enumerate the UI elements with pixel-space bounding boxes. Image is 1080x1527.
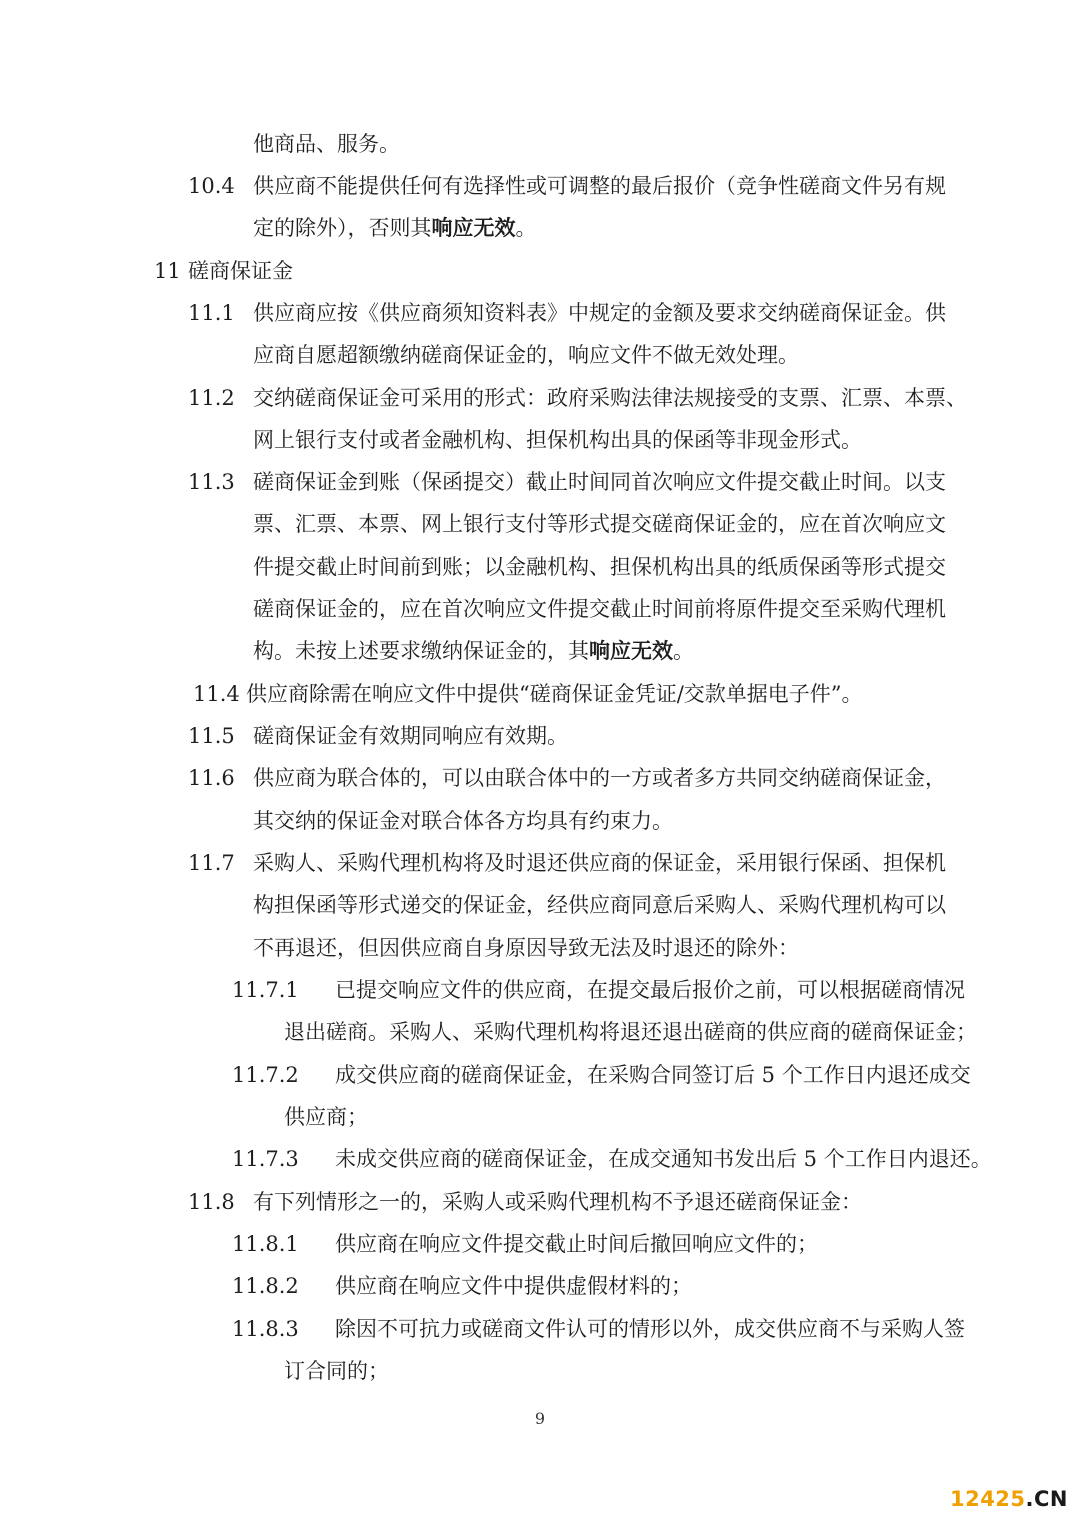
text-line: 构。未按上述要求缴纳保证金的，其响应无效。 [253, 638, 694, 663]
text-line: 供应商不能提供任何有选择性或可调整的最后报价（竞争性磋商文件另有规 [253, 174, 946, 198]
text-line: 退出磋商。采购人、采购代理机构将退还退出磋商的供应商的磋商保证金； [284, 1020, 977, 1044]
clause-number: 11.1 [188, 301, 235, 325]
text-line: 件提交截止时间前到账；以金融机构、担保机构出具的纸质保函等形式提交 [253, 555, 946, 579]
text-line: 成交供应商的磋商保证金，在采购合同签订后 5 个工作日内退还成交 [335, 1063, 971, 1087]
text-line: 他商品、服务。 [253, 132, 400, 156]
text-line: 未成交供应商的磋商保证金，在成交通知书发出后 5 个工作日内退还。 [335, 1147, 992, 1171]
emphasis-text: 响应无效 [431, 215, 516, 240]
subclause-number: 11.8.1 [232, 1232, 299, 1256]
section-heading: 磋商保证金 [188, 259, 293, 283]
text-line: 采购人、采购代理机构将及时退还供应商的保证金，采用银行保函、担保机 [253, 851, 946, 875]
text-line: 有下列情形之一的，采购人或采购代理机构不予退还磋商保证金： [253, 1190, 862, 1214]
text-line: 供应商应按《供应商须知资料表》中规定的金额及要求交纳磋商保证金。供 [253, 301, 946, 325]
text-line: 供应商在响应文件提交截止时间后撤回响应文件的； [335, 1232, 818, 1256]
subclause-number: 11.7.1 [232, 978, 299, 1002]
clause-number: 10.4 [188, 174, 235, 198]
text-line: 票、汇票、本票、网上银行支付等形式提交磋商保证金的，应在首次响应文 [253, 512, 946, 536]
watermark-digits: 12425 [949, 1487, 1026, 1511]
subclause-number: 11.7.3 [232, 1147, 299, 1171]
text-line: 其交纳的保证金对联合体各方均具有约束力。 [253, 809, 673, 833]
text-line: 已提交响应文件的供应商，在提交最后报价之前，可以根据磋商情况 [335, 978, 965, 1002]
text-line: 不再退还，但因供应商自身原因导致无法及时退还的除外： [253, 936, 799, 960]
text-line: 网上银行支付或者金融机构、担保机构出具的保函等非现金形式。 [253, 428, 862, 452]
text-line: 供应商在响应文件中提供虚假材料的； [335, 1274, 692, 1298]
emphasis-text: 响应无效 [589, 638, 673, 663]
text-line: 磋商保证金有效期同响应有效期。 [253, 724, 568, 748]
clause-number: 11.2 [188, 386, 235, 410]
section-number: 11 [154, 259, 181, 283]
subclause-number: 11.8.2 [232, 1274, 299, 1298]
text-line: 定的除外），否则其响应无效。 [253, 215, 537, 240]
subclause-number: 11.7.2 [232, 1063, 299, 1087]
text-line: 供应商为联合体的，可以由联合体中的一方或者多方共同交纳磋商保证金， [253, 766, 946, 790]
text-line: 除因不可抗力或磋商文件认可的情形以外，成交供应商不与采购人签 [335, 1317, 965, 1341]
text-line: 订合同的； [284, 1359, 389, 1383]
watermark-suffix: .CN [1025, 1487, 1068, 1511]
text-line: 供应商除需在响应文件中提供“磋商保证金凭证/交款单据电子件”。 [246, 682, 863, 706]
clause-number: 11.8 [188, 1190, 235, 1214]
clause-number: 11.4 [193, 682, 240, 706]
text-line: 交纳磋商保证金可采用的形式：政府采购法律法规接受的支票、汇票、本票、 [253, 386, 967, 410]
subclause-number: 11.8.3 [232, 1317, 299, 1341]
site-watermark [950, 1484, 1068, 1514]
clause-number: 11.6 [188, 766, 235, 790]
clause-number: 11.7 [188, 851, 235, 875]
text-line: 磋商保证金的，应在首次响应文件提交截止时间前将原件提交至采购代理机 [253, 597, 946, 621]
text-line: 构担保函等形式递交的保证金，经供应商同意后采购人、采购代理机构可以 [253, 893, 946, 917]
text-line: 磋商保证金到账（保函提交）截止时间同首次响应文件提交截止时间。以支 [253, 470, 946, 494]
page-number: 9 [534, 1409, 546, 1428]
clause-number: 11.5 [188, 724, 235, 748]
text-line: 供应商； [284, 1105, 368, 1129]
text-line: 应商自愿超额缴纳磋商保证金的，响应文件不做无效处理。 [253, 343, 799, 367]
clause-number: 11.3 [188, 470, 235, 494]
